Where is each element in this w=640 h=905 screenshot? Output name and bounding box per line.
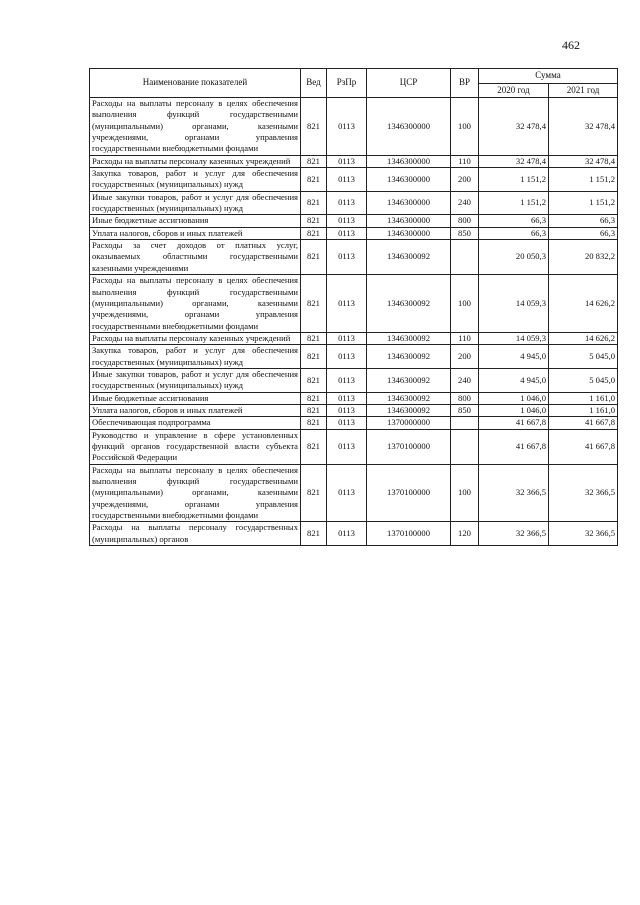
cell-2021: 41 667,8	[549, 417, 618, 429]
cell-2020: 14 059,3	[479, 332, 549, 344]
cell-rzpr: 0113	[327, 98, 367, 156]
header-csr: ЦСР	[367, 69, 451, 98]
cell-2021: 20 832,2	[549, 240, 618, 275]
cell-name: Иные бюджетные ассигнования	[90, 392, 301, 404]
cell-vr: 120	[451, 522, 479, 546]
cell-rzpr: 0113	[327, 404, 367, 416]
cell-rzpr: 0113	[327, 191, 367, 215]
cell-2020: 32 478,4	[479, 155, 549, 167]
cell-2021: 41 667,8	[549, 429, 618, 464]
cell-name: Иные закупки товаров, работ и услуг для обеспечения государственных (муниципальных) нужд	[90, 368, 301, 392]
cell-name: Расходы на выплаты персоналу в целях обеспечения выполнения функций государственными (муниципальными) органами, казенными учреждениями, органами управления государственными внебюджетными фондами	[90, 464, 301, 522]
cell-2020: 41 667,8	[479, 429, 549, 464]
cell-csr: 1346300000	[367, 215, 451, 227]
header-year-2020: 2020 год	[479, 84, 549, 98]
header-rzpr: РзПр	[327, 69, 367, 98]
cell-vr: 100	[451, 98, 479, 156]
cell-rzpr: 0113	[327, 464, 367, 522]
cell-vr: 110	[451, 332, 479, 344]
header-vr: ВР	[451, 69, 479, 98]
cell-rzpr: 0113	[327, 392, 367, 404]
cell-ved: 821	[301, 417, 327, 429]
cell-csr: 1346300092	[367, 332, 451, 344]
cell-csr: 1346300092	[367, 368, 451, 392]
cell-csr: 1346300092	[367, 392, 451, 404]
cell-name: Руководство и управление в сфере установленных функций органов государственной власти субъекта Российской Федерации	[90, 429, 301, 464]
cell-2020: 41 667,8	[479, 417, 549, 429]
cell-ved: 821	[301, 98, 327, 156]
cell-ved: 821	[301, 429, 327, 464]
cell-vr: 800	[451, 215, 479, 227]
cell-2020: 1 151,2	[479, 191, 549, 215]
cell-vr	[451, 429, 479, 464]
cell-ved: 821	[301, 368, 327, 392]
cell-rzpr: 0113	[327, 155, 367, 167]
cell-csr: 1346300000	[367, 168, 451, 192]
cell-vr: 200	[451, 168, 479, 192]
cell-rzpr: 0113	[327, 275, 367, 333]
cell-2021: 66,3	[549, 215, 618, 227]
cell-2020: 14 059,3	[479, 275, 549, 333]
cell-name: Расходы на выплаты персоналу в целях обеспечения выполнения функций государственными (муниципальными) органами, казенными учреждениями, органами управления государственными внебюджетными фондами	[90, 275, 301, 333]
cell-2020: 32 478,4	[479, 98, 549, 156]
cell-2020: 1 046,0	[479, 404, 549, 416]
cell-csr: 1346300092	[367, 404, 451, 416]
table-row	[90, 522, 618, 546]
cell-name: Закупка товаров, работ и услуг для обеспечения государственных (муниципальных) нужд	[90, 345, 301, 369]
cell-csr: 1346300000	[367, 227, 451, 239]
cell-2021: 32 478,4	[549, 98, 618, 156]
table-row	[90, 227, 618, 239]
cell-rzpr: 0113	[327, 168, 367, 192]
cell-ved: 821	[301, 168, 327, 192]
header-year-2021: 2021 год	[549, 84, 618, 98]
header-sum: Сумма	[479, 69, 618, 84]
cell-2020: 66,3	[479, 227, 549, 239]
table-row	[90, 275, 618, 333]
cell-rzpr: 0113	[327, 332, 367, 344]
cell-csr: 1346300092	[367, 345, 451, 369]
cell-vr: 110	[451, 155, 479, 167]
cell-rzpr: 0113	[327, 240, 367, 275]
cell-csr: 1370100000	[367, 464, 451, 522]
cell-ved: 821	[301, 155, 327, 167]
cell-rzpr: 0113	[327, 215, 367, 227]
cell-2020: 20 050,3	[479, 240, 549, 275]
table-row	[90, 98, 618, 156]
cell-2021: 14 626,2	[549, 275, 618, 333]
cell-name: Расходы за счет доходов от платных услуг, оказываемых областными государственными казенными учреждениями	[90, 240, 301, 275]
table-row	[90, 429, 618, 464]
cell-name: Уплата налогов, сборов и иных платежей	[90, 404, 301, 416]
cell-ved: 821	[301, 227, 327, 239]
cell-2020: 32 366,5	[479, 522, 549, 546]
header-name: Наименование показателей	[90, 69, 301, 98]
cell-2021: 1 161,0	[549, 404, 618, 416]
cell-name: Закупка товаров, работ и услуг для обеспечения государственных (муниципальных) нужд	[90, 168, 301, 192]
cell-rzpr: 0113	[327, 345, 367, 369]
cell-vr: 850	[451, 404, 479, 416]
cell-2020: 1 151,2	[479, 168, 549, 192]
cell-2020: 4 945,0	[479, 345, 549, 369]
table-row	[90, 168, 618, 192]
page-number: 462	[562, 38, 580, 52]
cell-2020: 4 945,0	[479, 368, 549, 392]
table-row	[90, 345, 618, 369]
cell-ved: 821	[301, 464, 327, 522]
table-row	[90, 191, 618, 215]
cell-csr: 1370100000	[367, 522, 451, 546]
cell-name: Уплата налогов, сборов и иных платежей	[90, 227, 301, 239]
cell-2021: 1 151,2	[549, 191, 618, 215]
cell-rzpr: 0113	[327, 417, 367, 429]
table-row	[90, 332, 618, 344]
table-row	[90, 155, 618, 167]
budget-table	[89, 68, 618, 546]
header-ved: Вед	[301, 69, 327, 98]
cell-2021: 1 151,2	[549, 168, 618, 192]
cell-name: Расходы на выплаты персоналу казенных учреждений	[90, 155, 301, 167]
table-row	[90, 240, 618, 275]
cell-vr	[451, 240, 479, 275]
table-row	[90, 404, 618, 416]
cell-csr: 1346300000	[367, 98, 451, 156]
table-row	[90, 464, 618, 522]
table-row	[90, 215, 618, 227]
cell-vr	[451, 417, 479, 429]
cell-ved: 821	[301, 404, 327, 416]
cell-vr: 240	[451, 191, 479, 215]
table-row	[90, 368, 618, 392]
cell-name: Иные закупки товаров, работ и услуг для обеспечения государственных (муниципальных) нужд	[90, 191, 301, 215]
cell-ved: 821	[301, 275, 327, 333]
cell-csr: 1346300092	[367, 240, 451, 275]
table-body	[90, 98, 618, 546]
cell-name: Иные бюджетные ассигнования	[90, 215, 301, 227]
cell-csr: 1370000000	[367, 417, 451, 429]
cell-vr: 100	[451, 464, 479, 522]
cell-vr: 800	[451, 392, 479, 404]
cell-name: Обеспечивающая подпрограмма	[90, 417, 301, 429]
cell-rzpr: 0113	[327, 522, 367, 546]
cell-csr: 1346300092	[367, 275, 451, 333]
cell-2020: 32 366,5	[479, 464, 549, 522]
cell-2021: 1 161,0	[549, 392, 618, 404]
cell-ved: 821	[301, 191, 327, 215]
cell-2020: 66,3	[479, 215, 549, 227]
cell-rzpr: 0113	[327, 429, 367, 464]
cell-csr: 1346300000	[367, 155, 451, 167]
cell-ved: 821	[301, 345, 327, 369]
cell-2021: 66,3	[549, 227, 618, 239]
cell-ved: 821	[301, 522, 327, 546]
cell-rzpr: 0113	[327, 368, 367, 392]
cell-name: Расходы на выплаты персоналу государственных (муниципальных) органов	[90, 522, 301, 546]
cell-name: Расходы на выплаты персоналу казенных учреждений	[90, 332, 301, 344]
cell-csr: 1346300000	[367, 191, 451, 215]
cell-csr: 1370100000	[367, 429, 451, 464]
cell-vr: 200	[451, 345, 479, 369]
table-row	[90, 417, 618, 429]
cell-2021: 5 045,0	[549, 368, 618, 392]
cell-vr: 100	[451, 275, 479, 333]
cell-vr: 240	[451, 368, 479, 392]
cell-ved: 821	[301, 240, 327, 275]
cell-2021: 32 478,4	[549, 155, 618, 167]
cell-2021: 14 626,2	[549, 332, 618, 344]
cell-2020: 1 046,0	[479, 392, 549, 404]
cell-2021: 32 366,5	[549, 464, 618, 522]
cell-ved: 821	[301, 215, 327, 227]
cell-2021: 5 045,0	[549, 345, 618, 369]
cell-rzpr: 0113	[327, 227, 367, 239]
cell-2021: 32 366,5	[549, 522, 618, 546]
cell-name: Расходы на выплаты персоналу в целях обеспечения выполнения функций государственными (муниципальными) органами, казенными учреждениями, органами управления государственными внебюджетными фондами	[90, 98, 301, 156]
cell-ved: 821	[301, 332, 327, 344]
table-row	[90, 392, 618, 404]
cell-ved: 821	[301, 392, 327, 404]
cell-vr: 850	[451, 227, 479, 239]
